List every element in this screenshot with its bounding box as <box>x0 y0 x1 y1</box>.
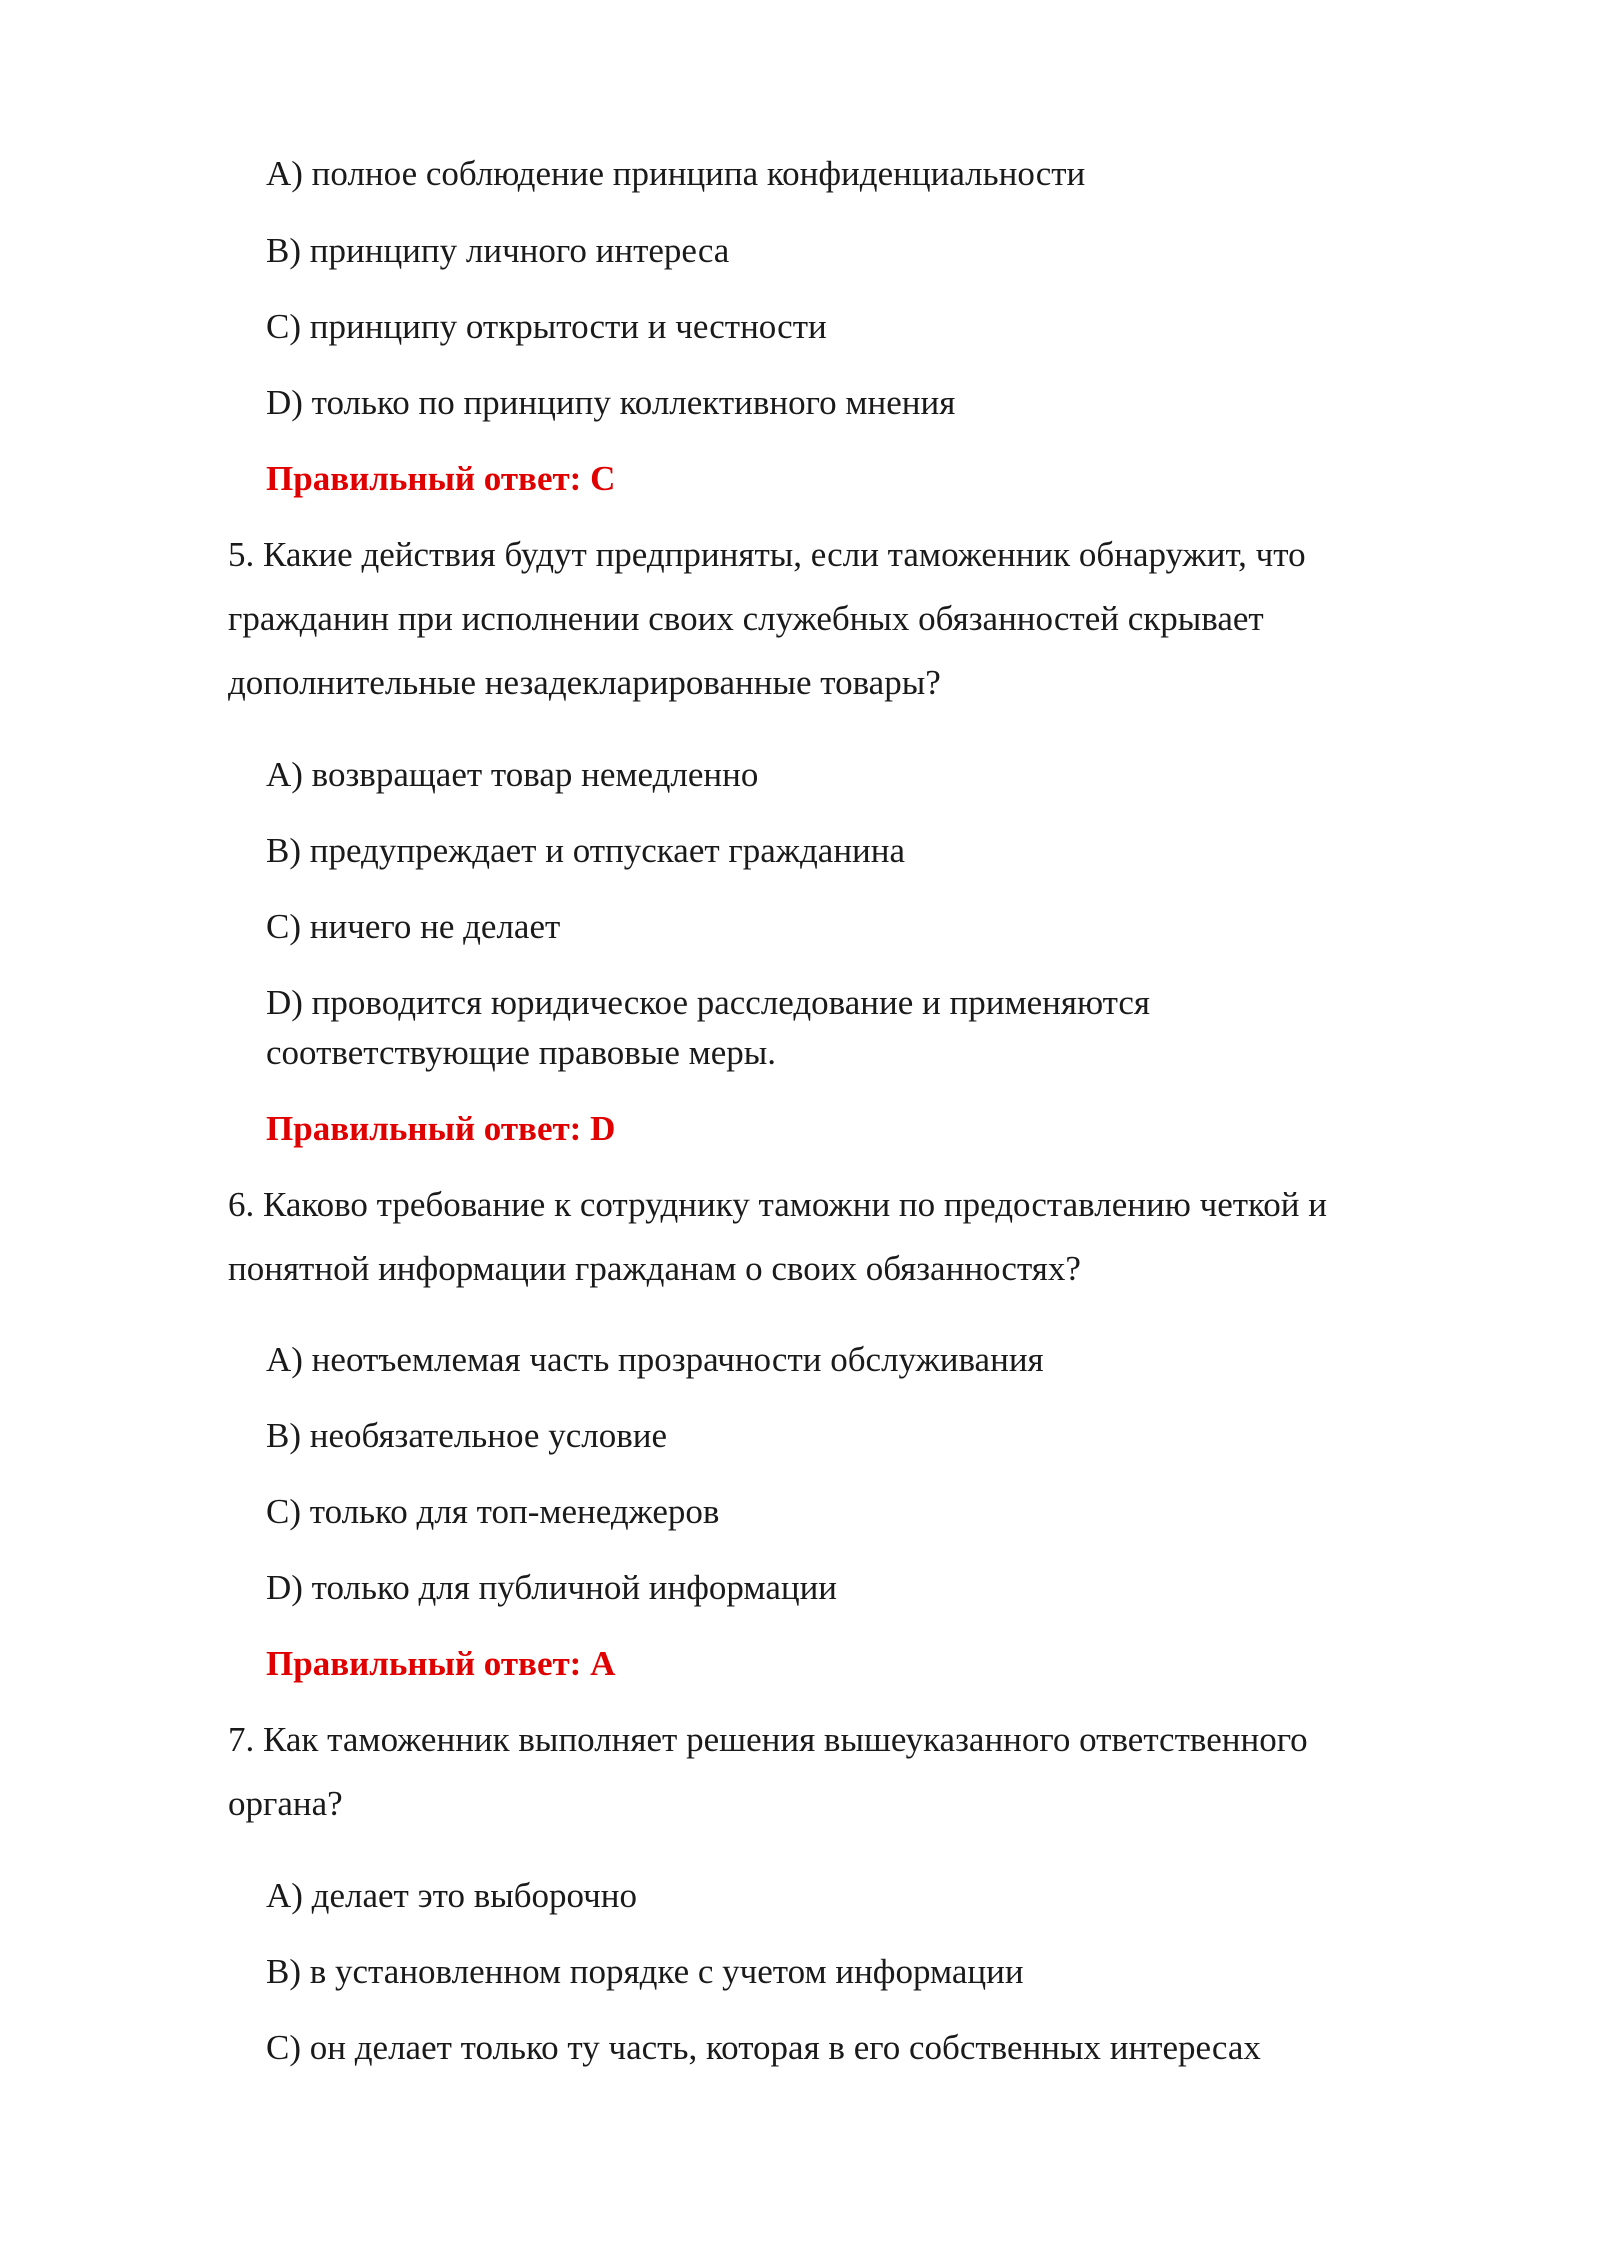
option-d: D) проводится юридическое расследование и применяются <box>266 983 1151 1022</box>
question-text: дополнительные незадекларированные товары? <box>228 663 941 702</box>
question-text: 7. Как таможенник выполняет решения вышеуказанного ответственного <box>228 1720 1308 1759</box>
option-c: C) он делает только ту часть, которая в его собственных интересах <box>266 2028 1261 2067</box>
option-a: A) делает это выборочно <box>266 1876 637 1915</box>
option-a: A) полное соблюдение принципа конфиденциальности <box>266 154 1086 193</box>
question-text: 6. Каково требование к сотруднику таможни по предоставлению четкой и <box>228 1185 1327 1224</box>
question-text: понятной информации гражданам о своих обязанностях? <box>228 1249 1081 1288</box>
correct-answer: Правильный ответ: D <box>266 1109 616 1148</box>
option-b: B) необязательное условие <box>266 1416 667 1455</box>
question-text: 5. Какие действия будут предприняты, если таможенник обнаружит, что <box>228 535 1306 574</box>
option-d: D) только для публичной информации <box>266 1568 838 1607</box>
option-a: A) возвращает товар немедленно <box>266 755 759 794</box>
option-c: C) принципу открытости и честности <box>266 307 827 346</box>
option-d: D) только по принципу коллективного мнения <box>266 383 956 422</box>
option-b: B) в установленном порядке с учетом информации <box>266 1952 1024 1991</box>
question-text: гражданин при исполнении своих служебных обязанностей скрывает <box>228 599 1264 638</box>
option-b: B) принципу личного интереса <box>266 231 730 270</box>
option-a: A) неотъемлемая часть прозрачности обслуживания <box>266 1340 1044 1379</box>
correct-answer: Правильный ответ: A <box>266 1644 616 1683</box>
option-d-continuation: соответствующие правовые меры. <box>266 1033 777 1072</box>
option-c: C) только для топ-менеджеров <box>266 1492 720 1531</box>
option-b: B) предупреждает и отпускает гражданина <box>266 831 906 870</box>
correct-answer: Правильный ответ: C <box>266 459 616 498</box>
question-text: органа? <box>228 1784 343 1823</box>
option-c: C) ничего не делает <box>266 907 561 946</box>
